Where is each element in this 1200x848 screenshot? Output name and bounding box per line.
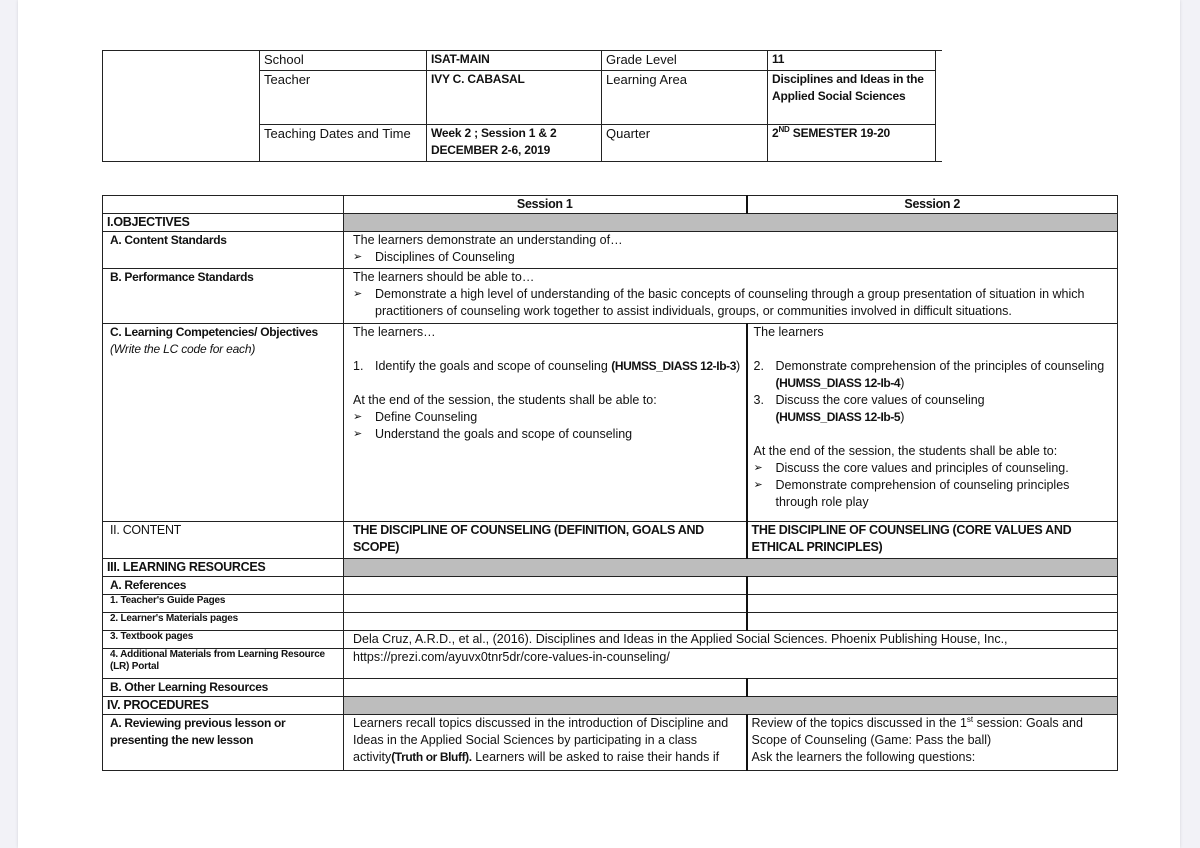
dates-value <box>427 125 602 162</box>
additional-materials-value: https://prezi.com/ayuvx0tnr5dr/core-values-in-counseling/ <box>344 649 1118 679</box>
content-session2: THE DISCIPLINE OF COUNSELING (CORE VALUES AND ETHICAL PRINCIPLES) <box>747 522 1118 559</box>
content-session1: THE DISCIPLINE OF COUNSELING (DEFINITION, GOALS AND SCOPE) <box>344 522 747 559</box>
s1-lc-code: (HUMSS_DIASS 12-Ib-3 <box>611 359 736 373</box>
dates-range: DECEMBER 2-6, 2019 <box>431 143 551 157</box>
grade-value: 11 <box>768 51 936 71</box>
competencies-session1 <box>344 324 747 522</box>
teacher-label: Teacher <box>260 71 427 125</box>
quarter-prefix: 2 <box>772 126 779 140</box>
resources-gray-bar <box>344 559 1118 577</box>
competencies-label: C. Learning Competencies/ Objectives <box>110 325 318 339</box>
corner-cell <box>103 196 344 214</box>
competencies-note: (Write the LC code for each) <box>110 342 256 356</box>
learners-materials-s2 <box>747 613 1118 631</box>
content-standards-intro: The learners demonstrate an understanding of… <box>353 233 623 247</box>
reviewing-session2 <box>747 715 1118 771</box>
s1-bullet-2-text: Understand the goals and scope of counseling <box>375 427 633 441</box>
bullet-arrow-icon: ➢ <box>353 251 363 263</box>
grade-label: Grade Level <box>602 51 768 71</box>
performance-standards-label: B. Performance Standards <box>103 269 344 324</box>
teachers-guide-s2 <box>747 595 1118 613</box>
procedures-title: IV. PROCEDURES <box>103 697 344 715</box>
teachers-guide-s1 <box>344 595 747 613</box>
quarter-label: Quarter <box>602 125 768 162</box>
textbook-label: 3. Textbook pages <box>103 631 344 649</box>
session1-header: Session 1 <box>344 196 747 214</box>
reviewing-s1-text: Learners recall topics discussed in the introduction of Discipline and Ideas in the Applied Social Sciences by participating in a class activity <box>353 716 729 764</box>
references-s1 <box>344 577 747 595</box>
performance-item <box>353 286 1113 320</box>
s2-close-3: ) <box>900 410 905 424</box>
additional-materials-label: 4. Additional Materials from Learning Resource (LR) Portal <box>103 649 344 679</box>
reviewing-s2-questions: Ask the learners the following questions: <box>751 750 976 764</box>
school-label: School <box>260 51 427 71</box>
s2-item-2-text: Demonstrate comprehension of the principles of counseling <box>775 359 1105 373</box>
content-standards-item <box>353 249 1113 266</box>
other-resources-s2 <box>747 679 1118 697</box>
procedures-gray-bar <box>344 697 1118 715</box>
reviewing-s2-text: Review of the topics discussed in the 1 <box>751 716 967 730</box>
s2-bullet-2 <box>754 477 1114 511</box>
objectives-gray-bar <box>344 214 1118 232</box>
bullet-arrow-icon: ➢ <box>353 428 363 440</box>
s2-objective-3 <box>754 392 1114 426</box>
teachers-guide-label: 1. Teacher's Guide Pages <box>103 595 344 613</box>
reviewing-s1-text-cont: Learners will be asked to raise their hands if <box>471 750 720 764</box>
competencies-session2 <box>747 324 1118 522</box>
s2-end-intro: At the end of the session, the students shall be able to: <box>753 444 1058 458</box>
reviewing-s2-sup: st <box>966 714 974 724</box>
content-standards-cell <box>344 232 1118 269</box>
s2-lc-code-3: (HUMSS_DIASS 12-Ib-5 <box>775 410 901 424</box>
references-label: A. References <box>103 577 344 595</box>
school-value: ISAT-MAIN <box>427 51 602 71</box>
s1-close: ) <box>736 359 741 373</box>
s2-bullet-2-text: Demonstrate comprehension of counseling principles through role play <box>775 478 1070 509</box>
reviewing-label: A. Reviewing previous lesson or presenting the new lesson <box>103 715 344 771</box>
content-standards-text: Disciplines of Counseling <box>375 250 515 264</box>
s2-lc-code-2: (HUMSS_DIASS 12-Ib-4 <box>775 376 901 390</box>
s1-bullet-1-text: Define Counseling <box>375 410 478 424</box>
performance-text: Demonstrate a high level of understanding of the basic concepts of counseling through a group presentation of situation in which practitioners of counseling work together to assist individuals, groups, or communities involved in difficult situations. <box>375 287 1085 318</box>
truth-or-bluff: (Truth or Bluff). <box>391 750 472 764</box>
other-resources-s1 <box>344 679 747 697</box>
resources-title: III. LEARNING RESOURCES <box>103 559 344 577</box>
s1-bullet-1 <box>353 409 742 426</box>
content-label: II. CONTENT <box>103 522 344 559</box>
objectives-title: I.OBJECTIVES <box>103 214 344 232</box>
s2-num-2: 2. <box>753 359 764 373</box>
lesson-plan-table <box>102 195 1118 771</box>
textbook-value: Dela Cruz, A.R.D., et al., (2016). Disciplines and Ideas in the Applied Social Sciences. Phoenix Publishing House, Inc., <box>344 631 1118 649</box>
quarter-rest: SEMESTER 19-20 <box>789 126 891 140</box>
learners-materials-s1 <box>344 613 747 631</box>
performance-intro: The learners should be able to… <box>353 270 535 284</box>
s1-end-intro: At the end of the session, the students shall be able to: <box>353 393 657 407</box>
performance-standards-cell <box>344 269 1118 324</box>
dates-week: Week 2 ; Session 1 & 2 <box>431 126 557 140</box>
s2-bullet-1 <box>754 460 1114 477</box>
learners-materials-label: 2. Learner's Materials pages <box>103 613 344 631</box>
s1-objective-1 <box>353 358 742 375</box>
s2-item-3-text: Discuss the core values of counseling <box>775 393 985 407</box>
s2-close-2: ) <box>900 376 905 390</box>
reviewing-s2-text-cont: session: Goals and Scope of Counseling (Game: Pass the ball) <box>751 716 1083 747</box>
content-standards-label: A. Content Standards <box>103 232 344 269</box>
bullet-arrow-icon: ➢ <box>753 479 763 491</box>
quarter-value <box>768 125 936 162</box>
s2-bullet-1-text: Discuss the core values and principles of counseling. <box>775 461 1069 475</box>
s1-intro: The learners… <box>353 325 436 339</box>
bullet-arrow-icon: ➢ <box>753 462 763 474</box>
bullet-arrow-icon: ➢ <box>353 411 363 423</box>
other-resources-label: B. Other Learning Resources <box>103 679 344 697</box>
reviewing-session1 <box>344 715 747 771</box>
s2-intro: The learners <box>753 325 824 339</box>
header-table <box>102 50 942 162</box>
competencies-label-cell <box>103 324 344 522</box>
teacher-value: IVY C. CABASAL <box>427 71 602 125</box>
header-blank-left <box>103 51 260 162</box>
s2-objective-2 <box>754 358 1114 392</box>
bullet-arrow-icon: ➢ <box>353 288 363 300</box>
document-page <box>18 0 1180 848</box>
area-label: Learning Area <box>602 71 768 125</box>
s2-num-3: 3. <box>753 393 764 407</box>
dates-label: Teaching Dates and Time <box>260 125 427 162</box>
s1-num: 1. <box>353 359 364 373</box>
session2-header: Session 2 <box>747 196 1118 214</box>
header-blank-right <box>936 51 942 162</box>
area-value: Disciplines and Ideas in the Applied Social Sciences <box>768 71 936 125</box>
references-s2 <box>747 577 1118 595</box>
s1-item-text: Identify the goals and scope of counseling <box>375 359 608 373</box>
quarter-sup: ND <box>778 125 790 134</box>
s1-bullet-2 <box>353 426 742 443</box>
